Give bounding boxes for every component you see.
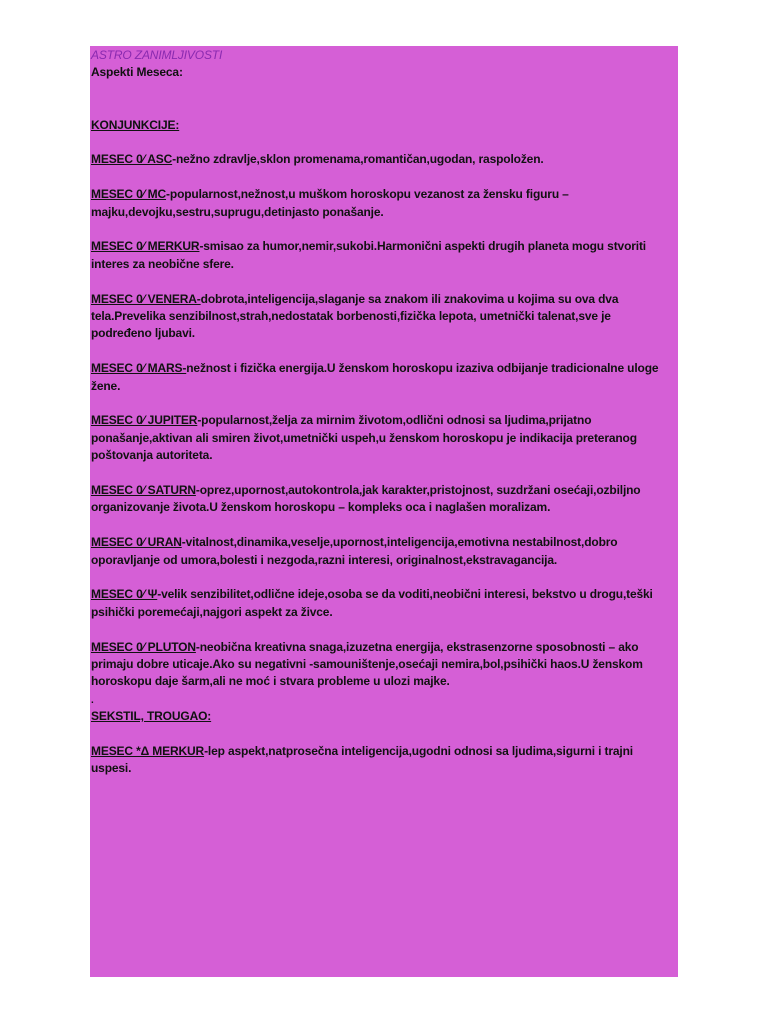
section-title-konjunkcije: KONJUNKCIJE: [91,117,180,132]
aspect-entry [91,360,672,395]
aspect-entry [91,639,672,691]
aspect-key: MESEC 0⁄ MERKUR [91,239,200,254]
aspect-key: MESEC 0⁄ JUPITER [91,413,198,428]
aspect-entry [91,151,672,168]
spacer [91,465,672,482]
aspect-key: MESEC 0⁄ Ψ [91,587,158,602]
aspect-entry [91,186,672,221]
aspect-text: -smisao za humor,nemir,sukobi.Harmonični aspekti drugih planeta mogu stvoriti interes za neobične sfere. [91,239,646,271]
aspect-text: nežnost i fizička energija.U ženskom horoskopu izaziva odbijanje tradicionalne uloge žene. [91,361,659,393]
spacer [91,134,672,151]
aspect-text: -popularnost,nežnost,u muškom horoskopu vezanost za žensku figuru – majku,devojku,sestru,suprugu,detinjasto ponašanje. [91,187,569,219]
spacer [91,273,672,290]
spacer [91,169,672,186]
spacer [91,99,672,116]
aspect-text: -nežno zdravlje,sklon promenama,romantičan,ugodan, raspoložen. [172,152,544,167]
spacer [91,517,672,534]
aspect-entry [91,238,672,273]
aspect-key: MESEC 0⁄ SATURN [91,483,196,498]
spacer [91,221,672,238]
spacer [91,569,672,586]
document-title: ASTRO ZANIMLJIVOSTI [91,48,223,62]
aspect-text: -popularnost,želja za mirnim životom,odlični odnosi sa ljudima,prijatno ponašanje,aktivan ali smiren život,umetnički uspeh,u ženskom horoskopu je indikacija preteranog poštovanja autoriteta. [91,413,637,463]
aspect-key: MESEC 0⁄ MARS- [91,361,187,376]
aspect-text: -oprez,upornost,autokontrola,jak karakter,pristojnost, suzdržani osećaji,ozbiljno organizovanje života.U ženskom horoskopu – kompleks oca i naglašen moralizam. [91,483,641,515]
aspect-key: MESEC *Δ MERKUR [91,744,205,759]
aspect-text: -vitalnost,dinamika,veselje,upornost,inteligencija,emotivna nestabilnost,dobro oporavljanje od umora,bolesti i nezgoda,razni interesi, originalnost,ekstravagancija. [91,535,618,567]
spacer [91,343,672,360]
stray-mark [91,691,672,708]
aspect-entry [91,534,672,569]
aspect-key: MESEC 0⁄ PLUTON [91,639,196,654]
aspect-key: MESEC 0⁄ ASC [91,152,173,167]
aspect-key: MESEC 0⁄ MC [91,187,167,202]
section-title-sekstil: SEKSTIL, TROUGAO: [91,709,212,724]
document-page [90,46,678,977]
aspect-entry [91,743,672,778]
spacer [91,621,672,638]
aspect-key: MESEC 0⁄ URAN [91,535,182,550]
spacer [91,395,672,412]
aspect-text: -velik senzibilitet,odlične ideje,osoba se da voditi,neobični interesi, bekstvo u drogu,teški psihički poremećaji,najgori aspekt za živce. [91,587,653,619]
aspect-entry [91,412,672,464]
aspect-text: dobrota,inteligencija,slaganje sa znakom ili znakovima u kojima su ova dva tela.Prevelika senzibilnost,strah,nedostatak borbenosti,fizička lepota, umetnički talenat,sve je podređeno ljubavi. [91,291,619,341]
document-subtitle: Aspekti Meseca: [91,65,183,80]
aspect-key: MESEC 0⁄ VENERA- [91,291,201,306]
aspect-text: -lep aspekt,natprosečna inteligencija,ugodni odnosi sa ljudima,sigurni i trajni uspesi. [91,744,633,776]
spacer [91,726,672,743]
aspect-entry [91,586,672,621]
aspect-entry [91,291,672,343]
stray-dot: . [91,694,94,706]
aspect-entry [91,482,672,517]
spacer [91,82,672,99]
aspect-text: -neobična kreativna snaga,izuzetna energija, ekstrasenzorne sposobnosti – ako primaju dobre uticaje.Ako su negativni -samouništenje,osećaji nemira,bol,psihički haos.U ženskom horoskopu daje šarm,ali ne moć i stvara probleme u ulozi majke. [91,639,643,689]
